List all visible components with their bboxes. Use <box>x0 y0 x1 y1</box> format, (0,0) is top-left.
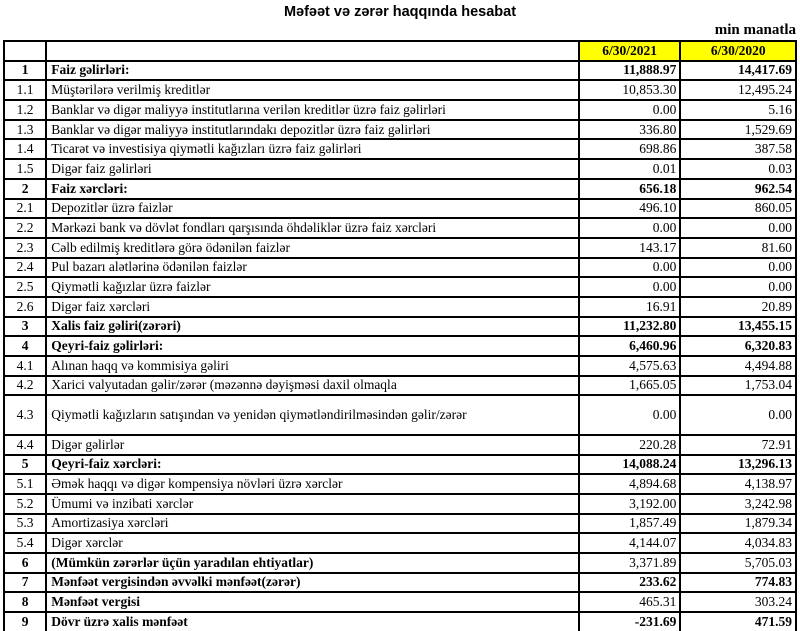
row-value-2021: 465.31 <box>579 592 681 612</box>
table-row <box>4 514 796 534</box>
table-row <box>4 238 796 258</box>
row-label: Digər faiz gəlirləri <box>46 159 579 179</box>
row-number: 2 <box>4 179 46 199</box>
row-value-2020: 12,495.24 <box>680 80 796 100</box>
row-value-2021: 4,894.68 <box>579 474 681 494</box>
table-row <box>4 376 796 396</box>
row-value-2020: 1,529.69 <box>680 120 796 140</box>
header-cell-date-2020: 6/30/2020 <box>680 41 796 61</box>
row-number: 6 <box>4 553 46 573</box>
row-value-2021: 11,232.80 <box>579 317 681 337</box>
row-value-2021: 0.00 <box>579 395 681 435</box>
table-row <box>4 435 796 455</box>
row-label: Qeyri-faiz xərcləri: <box>46 455 579 475</box>
row-label: Mənfəət vergisindən əvvəlki mənfəət(zərər) <box>46 573 579 593</box>
row-value-2020: 0.03 <box>680 159 796 179</box>
row-value-2020: 5,705.03 <box>680 553 796 573</box>
row-number: 4 <box>4 336 46 356</box>
row-label: Mənfəət vergisi <box>46 592 579 612</box>
row-value-2020: 1,753.04 <box>680 376 796 396</box>
row-label: Banklar və digər maliyyə institutlarına verilən kreditlər üzrə faiz gəlirləri <box>46 100 579 120</box>
row-value-2020: 14,417.69 <box>680 61 796 81</box>
row-value-2021: -231.69 <box>579 612 681 631</box>
row-number: 5.4 <box>4 533 46 553</box>
row-label: Xarici valyutadan gəlir/zərər (məzənnə dəyişməsi daxil olmaqla <box>46 376 579 396</box>
row-value-2021: 3,192.00 <box>579 494 681 514</box>
row-number: 1.4 <box>4 139 46 159</box>
row-number: 1.2 <box>4 100 46 120</box>
row-value-2020: 13,296.13 <box>680 455 796 475</box>
row-value-2021: 0.00 <box>579 100 681 120</box>
row-value-2020: 860.05 <box>680 199 796 219</box>
row-value-2020: 4,034.83 <box>680 533 796 553</box>
table-row <box>4 297 796 317</box>
row-label: Ümumi və inzibati xərclər <box>46 494 579 514</box>
row-label: Digər faiz xərcləri <box>46 297 579 317</box>
row-label: Banklar və digər maliyyə institutlarındakı depozitlər üzrə faiz gəlirləri <box>46 120 579 140</box>
row-value-2021: 11,888.97 <box>579 61 681 81</box>
table-row <box>4 395 796 435</box>
row-number: 2.4 <box>4 258 46 278</box>
row-label: (Mümkün zərərlər üçün yaradılan ehtiyatlar) <box>46 553 579 573</box>
page-title: Məfəət və zərər haqqında hesabat <box>283 4 517 20</box>
table-body <box>4 61 796 631</box>
table-row <box>4 199 796 219</box>
row-label: Müştərilərə verilmiş kreditlər <box>46 80 579 100</box>
row-label: Depozitlər üzrə faizlər <box>46 199 579 219</box>
row-number: 1.5 <box>4 159 46 179</box>
row-label: Faiz gəlirləri: <box>46 61 579 81</box>
row-label: Dövr üzrə xalis mənfəət <box>46 612 579 631</box>
row-number: 5 <box>4 455 46 475</box>
row-label: Digər gəlirlər <box>46 435 579 455</box>
row-number: 1 <box>4 61 46 81</box>
row-value-2021: 656.18 <box>579 179 681 199</box>
row-value-2020: 303.24 <box>680 592 796 612</box>
table-row <box>4 553 796 573</box>
table-row <box>4 80 796 100</box>
row-label: Digər xərclər <box>46 533 579 553</box>
row-label: Qiymətli kağızlar üzrə faizlər <box>46 277 579 297</box>
row-value-2020: 0.00 <box>680 218 796 238</box>
table-row <box>4 159 796 179</box>
row-value-2021: 1,665.05 <box>579 376 681 396</box>
table-row <box>4 533 796 553</box>
row-value-2020: 20.89 <box>680 297 796 317</box>
row-value-2021: 10,853.30 <box>579 80 681 100</box>
table-row <box>4 612 796 631</box>
row-value-2021: 0.00 <box>579 277 681 297</box>
row-number: 5.1 <box>4 474 46 494</box>
row-number: 4.1 <box>4 356 46 376</box>
header-cell-empty-label <box>46 41 579 61</box>
row-value-2021: 496.10 <box>579 199 681 219</box>
row-number: 8 <box>4 592 46 612</box>
row-value-2020: 3,242.98 <box>680 494 796 514</box>
row-value-2020: 5.16 <box>680 100 796 120</box>
row-value-2020: 81.60 <box>680 238 796 258</box>
row-value-2021: 220.28 <box>579 435 681 455</box>
row-value-2021: 233.62 <box>579 573 681 593</box>
row-label: Cəlb edilmiş kreditlərə görə ödənilən faizlər <box>46 238 579 258</box>
unit-note: min manatla <box>714 22 796 38</box>
row-value-2020: 72.91 <box>680 435 796 455</box>
row-value-2021: 3,371.89 <box>579 553 681 573</box>
header-row <box>4 41 796 61</box>
row-number: 9 <box>4 612 46 631</box>
row-number: 2.5 <box>4 277 46 297</box>
row-value-2021: 6,460.96 <box>579 336 681 356</box>
table-row <box>4 120 796 140</box>
row-number: 4.2 <box>4 376 46 396</box>
row-label: Pul bazarı alətlərinə ödənilən faizlər <box>46 258 579 278</box>
row-value-2021: 143.17 <box>579 238 681 258</box>
table-row <box>4 317 796 337</box>
table-row <box>4 455 796 475</box>
row-label: Faiz xərcləri: <box>46 179 579 199</box>
table-row <box>4 336 796 356</box>
row-value-2020: 6,320.83 <box>680 336 796 356</box>
row-value-2020: 962.54 <box>680 179 796 199</box>
row-label: Qeyri-faiz gəlirləri: <box>46 336 579 356</box>
row-label: Ticarət və investisiya qiymətli kağızları üzrə faiz gəlirləri <box>46 139 579 159</box>
row-number: 2.1 <box>4 199 46 219</box>
row-number: 2.3 <box>4 238 46 258</box>
row-number: 2.2 <box>4 218 46 238</box>
row-label: Amortizasiya xərcləri <box>46 514 579 534</box>
header-cell-empty-number <box>4 41 46 61</box>
row-value-2020: 4,138.97 <box>680 474 796 494</box>
income-statement-table <box>3 40 797 631</box>
table-row <box>4 277 796 297</box>
row-value-2020: 1,879.34 <box>680 514 796 534</box>
row-value-2020: 0.00 <box>680 395 796 435</box>
row-value-2021: 0.00 <box>579 218 681 238</box>
row-number: 2.6 <box>4 297 46 317</box>
table-row <box>4 573 796 593</box>
row-value-2021: 14,088.24 <box>579 455 681 475</box>
row-number: 7 <box>4 573 46 593</box>
row-value-2020: 4,494.88 <box>680 356 796 376</box>
table-row <box>4 100 796 120</box>
row-value-2020: 387.58 <box>680 139 796 159</box>
row-value-2021: 698.86 <box>579 139 681 159</box>
row-value-2021: 16.91 <box>579 297 681 317</box>
row-value-2021: 4,575.63 <box>579 356 681 376</box>
row-value-2020: 0.00 <box>680 277 796 297</box>
table-row <box>4 494 796 514</box>
row-value-2020: 471.59 <box>680 612 796 631</box>
row-number: 5.3 <box>4 514 46 534</box>
table-row <box>4 139 796 159</box>
table-row <box>4 218 796 238</box>
row-label: Alınan haqq və kommisiya gəliri <box>46 356 579 376</box>
row-label: Əmək haqqı və digər kompensiya növləri üzrə xərclər <box>46 474 579 494</box>
row-value-2021: 0.01 <box>579 159 681 179</box>
row-value-2020: 774.83 <box>680 573 796 593</box>
row-number: 3 <box>4 317 46 337</box>
row-label: Xalis faiz gəliri(zərəri) <box>46 317 579 337</box>
row-number: 1.1 <box>4 80 46 100</box>
row-value-2020: 13,455.15 <box>680 317 796 337</box>
table-row <box>4 258 796 278</box>
row-value-2021: 1,857.49 <box>579 514 681 534</box>
row-value-2021: 4,144.07 <box>579 533 681 553</box>
row-value-2021: 336.80 <box>579 120 681 140</box>
row-value-2020: 0.00 <box>680 258 796 278</box>
table-row <box>4 592 796 612</box>
row-number: 1.3 <box>4 120 46 140</box>
row-number: 4.3 <box>4 395 46 435</box>
table-row <box>4 61 796 81</box>
row-value-2021: 0.00 <box>579 258 681 278</box>
row-label: Qiymətli kağızların satışından və yenidən qiymətləndirilməsindən gəlir/zərər <box>46 395 579 435</box>
row-number: 5.2 <box>4 494 46 514</box>
table-row <box>4 474 796 494</box>
table-row <box>4 356 796 376</box>
row-number: 4.4 <box>4 435 46 455</box>
row-label: Mərkəzi bank və dövlət fondları qarşısında öhdəliklər üzrə faiz xərcləri <box>46 218 579 238</box>
table-row <box>4 179 796 199</box>
header-cell-date-2021: 6/30/2021 <box>579 41 681 61</box>
